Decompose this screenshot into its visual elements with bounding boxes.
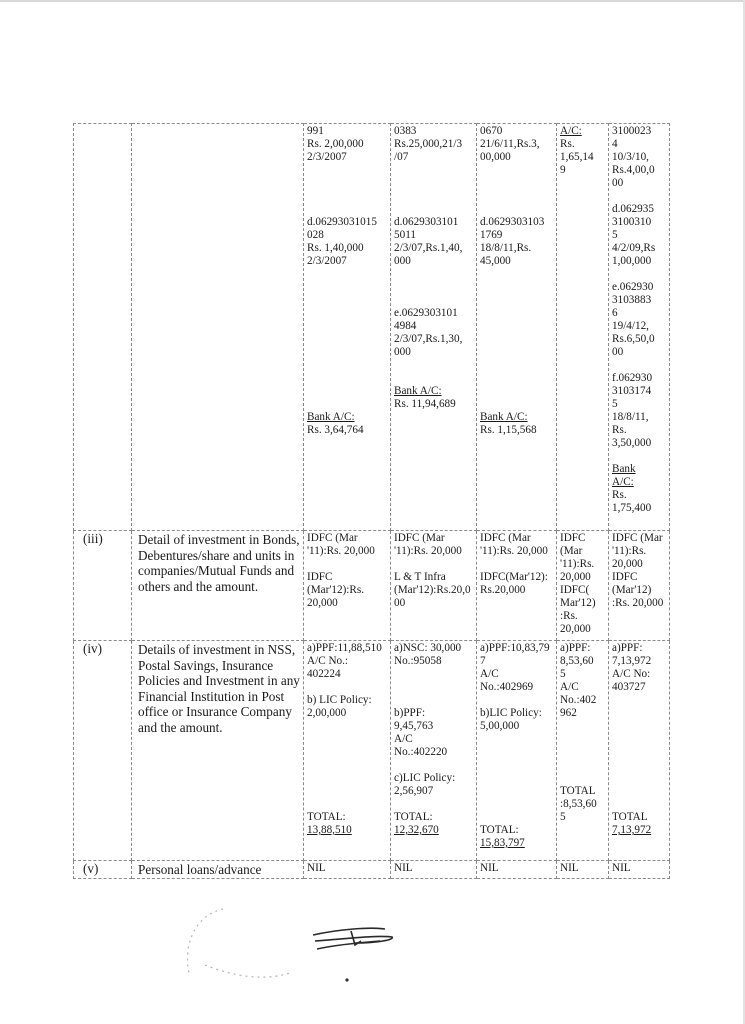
text: No.:95058 <box>394 655 442 667</box>
text: Rs. <box>612 424 627 436</box>
cell-iv-c2 <box>391 641 477 861</box>
bank-ac-label: Bank A/C: <box>394 385 442 397</box>
text: d.062935 <box>612 203 654 215</box>
asset-declaration-table <box>73 123 670 879</box>
text: 00 <box>612 177 624 189</box>
text: Rs.25,000,21/3 <box>394 138 463 150</box>
text: a)NSC: 30,000 <box>394 642 462 654</box>
cell-iii-c3 <box>477 531 557 641</box>
table-row-continuation <box>74 124 670 531</box>
text: IDFC (Mar '11):Rs. 20,000 <box>307 532 375 557</box>
total-value: 7,13,972 <box>612 824 652 836</box>
text: 3100310 <box>612 216 652 228</box>
bank-ac-value: Rs. 11,94,689 <box>394 398 456 410</box>
text: 1,75,400 <box>612 502 652 514</box>
bank-ac-label: Bank A/C: <box>307 411 355 423</box>
text: IDFC (Mar'12) :Rs. 20,000 <box>612 571 664 609</box>
text: 2/3/2007 <box>307 255 347 267</box>
text: a)PPF:11,88,510 <box>307 642 382 654</box>
faded-stamp-icon <box>187 909 290 977</box>
table-row-v <box>74 861 670 879</box>
page-top-edge <box>0 0 745 2</box>
cell-continuation-c4 <box>557 124 609 531</box>
text: d.0629303103 <box>480 216 545 228</box>
text: Rs. 2,00,000 <box>307 138 364 150</box>
text: 10/3/10, <box>612 151 649 163</box>
text: d.0629303101 <box>394 216 459 228</box>
text: Rs.4,00,0 <box>612 164 655 176</box>
cell-v-c4: NIL <box>557 861 609 879</box>
text: 1,00,000 <box>612 255 652 267</box>
signature-and-stamp <box>175 895 415 995</box>
cell-continuation-c1 <box>304 124 391 531</box>
text: A/C: <box>560 125 582 137</box>
cell-iv-c3 <box>477 641 557 861</box>
text: No.:402969 <box>480 681 534 693</box>
text: 5 <box>612 229 618 241</box>
text: 00,000 <box>480 151 511 163</box>
text: 1,65,14 <box>560 151 594 163</box>
total-value: :8,53,60 <box>560 798 597 810</box>
total-label: TOTAL: <box>394 811 433 823</box>
cell-empty-label <box>132 124 304 531</box>
row-number: (iv) <box>74 641 132 861</box>
text: 4 <box>612 138 618 150</box>
total-value: 15,83,797 <box>480 837 525 849</box>
text: 991 <box>307 125 324 137</box>
table-row-iv <box>74 641 670 861</box>
text: 4/2/09,Rs <box>612 242 656 254</box>
cell-v-c5: NIL <box>609 861 670 879</box>
text: a)PPF:10,83,797 <box>480 642 550 667</box>
text: 962 <box>560 707 577 719</box>
text: b)LIC Policy: <box>480 707 542 719</box>
text: IDFC (Mar '11):Rs. 20,000 <box>560 532 595 583</box>
text: A/C <box>394 733 413 745</box>
total-value: 12,32,670 <box>394 824 439 836</box>
text: 0670 <box>480 125 503 137</box>
text: Rs. <box>612 489 627 501</box>
text: A/C No: <box>612 668 651 680</box>
text: 0383 <box>394 125 417 137</box>
text: b)PPF: <box>394 707 426 719</box>
cell-iv-c5 <box>609 641 670 861</box>
text: 3,50,000 <box>612 437 652 449</box>
row-label: Detail of investment in Bonds, Debentures/share and units in companies/Mutual Funds and others and the amount. <box>132 531 304 641</box>
row-label: Details of investment in NSS, Postal Savings, Insurance Policies and Investment in any Financial Institution in Post office or Insurance Company and the amount. <box>132 641 304 861</box>
cell-continuation-c5 <box>609 124 670 531</box>
cell-v-c2: NIL <box>391 861 477 879</box>
text: 3103174 <box>612 385 652 397</box>
cell-continuation-c3 <box>477 124 557 531</box>
bank-ac-value: Rs. 1,15,568 <box>480 424 537 436</box>
total-label: TOTAL <box>560 785 596 797</box>
text: A/C <box>560 681 579 693</box>
text: /07 <box>394 151 409 163</box>
text: a)PPF: <box>560 642 591 654</box>
text: 9,45,763 <box>394 720 434 732</box>
table-row-iii <box>74 531 670 641</box>
cell-iii-c2 <box>391 531 477 641</box>
text: e.0629303101 <box>394 307 458 319</box>
text: 2/3/07,Rs.1,30, <box>394 333 463 345</box>
text: d.06293031015 <box>307 216 377 228</box>
cell-iii-c4 <box>557 531 609 641</box>
text: 9 <box>560 164 566 176</box>
total-value: 13,88,510 <box>307 824 352 836</box>
text: 5,00,000 <box>480 720 520 732</box>
text: 3100023 <box>612 125 652 137</box>
text: IDFC (Mar'12):Rs. 20,000 <box>307 571 365 609</box>
text: 2/3/2007 <box>307 151 347 163</box>
cell-iv-c1 <box>304 641 391 861</box>
text: a)PPF: <box>612 642 643 654</box>
cell-empty-num <box>74 124 132 531</box>
text: 18/8/11,Rs. <box>480 242 532 254</box>
text: A/C <box>480 668 499 680</box>
text: 1769 <box>480 229 503 241</box>
text: IDFC (Mar '11):Rs. 20,000 <box>394 532 462 557</box>
total-label: TOTAL <box>612 811 648 823</box>
handwritten-signature-icon <box>313 928 392 949</box>
bank-ac-value: Rs. 3,64,764 <box>307 424 364 436</box>
text: IDFC (Mar '11):Rs. 20,000 <box>480 532 548 557</box>
text: L & T Infra (Mar'12):Rs.20,000 <box>394 571 471 609</box>
text: Rs. 1,40,000 <box>307 242 364 254</box>
text: IDFC(Mar'12):Rs.20,000 <box>480 571 548 596</box>
text: No.:402220 <box>394 746 448 758</box>
text: b) LIC Policy: <box>307 694 372 706</box>
text: 2,56,907 <box>394 785 434 797</box>
cell-iv-c4 <box>557 641 609 861</box>
total-value: 5 <box>560 811 566 823</box>
text: 8,53,60 <box>560 655 594 667</box>
text: 21/6/11,Rs.3, <box>480 138 540 150</box>
text: e.062930 <box>612 281 654 293</box>
text: 19/4/12, <box>612 320 649 332</box>
ink-dot <box>345 978 348 981</box>
cell-continuation-c2 <box>391 124 477 531</box>
cell-v-c1: NIL <box>304 861 391 879</box>
row-number: (v) <box>74 861 132 879</box>
text: 5 <box>612 398 618 410</box>
text: 5011 <box>394 229 416 241</box>
total-label: TOTAL: <box>480 824 519 836</box>
text: 7,13,972 <box>612 655 652 667</box>
text: 2,00,000 <box>307 707 347 719</box>
text: 402224 <box>307 668 341 680</box>
text: f.062930 <box>612 372 653 384</box>
row-label: Personal loans/advance <box>132 861 304 879</box>
text: No.:402 <box>560 694 597 706</box>
text: A/C No.: <box>307 655 349 667</box>
cell-iii-c5 <box>609 531 670 641</box>
text: IDFC( Mar'12) :Rs. 20,000 <box>560 584 596 635</box>
text: 45,000 <box>480 255 511 267</box>
text: 2/3/07,Rs.1,40, <box>394 242 463 254</box>
text: 028 <box>307 229 324 241</box>
cell-iii-c1 <box>304 531 391 641</box>
cell-v-c3: NIL <box>477 861 557 879</box>
total-label: TOTAL: <box>307 811 346 823</box>
text: 6 <box>612 307 618 319</box>
text: 403727 <box>612 681 646 693</box>
text: IDFC (Mar '11):Rs. 20,000 <box>612 532 663 570</box>
text: 00 <box>612 346 624 358</box>
bank-ac-label: Bank A/C: <box>480 411 528 423</box>
text: Bank <box>612 463 636 475</box>
text: 18/8/11, <box>612 411 649 423</box>
text: A/C: <box>612 476 634 488</box>
text: 3103883 <box>612 294 652 306</box>
text: c)LIC Policy: <box>394 772 456 784</box>
row-number: (iii) <box>74 531 132 641</box>
text: Rs. <box>560 138 575 150</box>
text: 000 <box>394 346 411 358</box>
text: Rs.6,50,0 <box>612 333 655 345</box>
text: 4984 <box>394 320 417 332</box>
text: 000 <box>394 255 411 267</box>
text: 5 <box>560 668 566 680</box>
